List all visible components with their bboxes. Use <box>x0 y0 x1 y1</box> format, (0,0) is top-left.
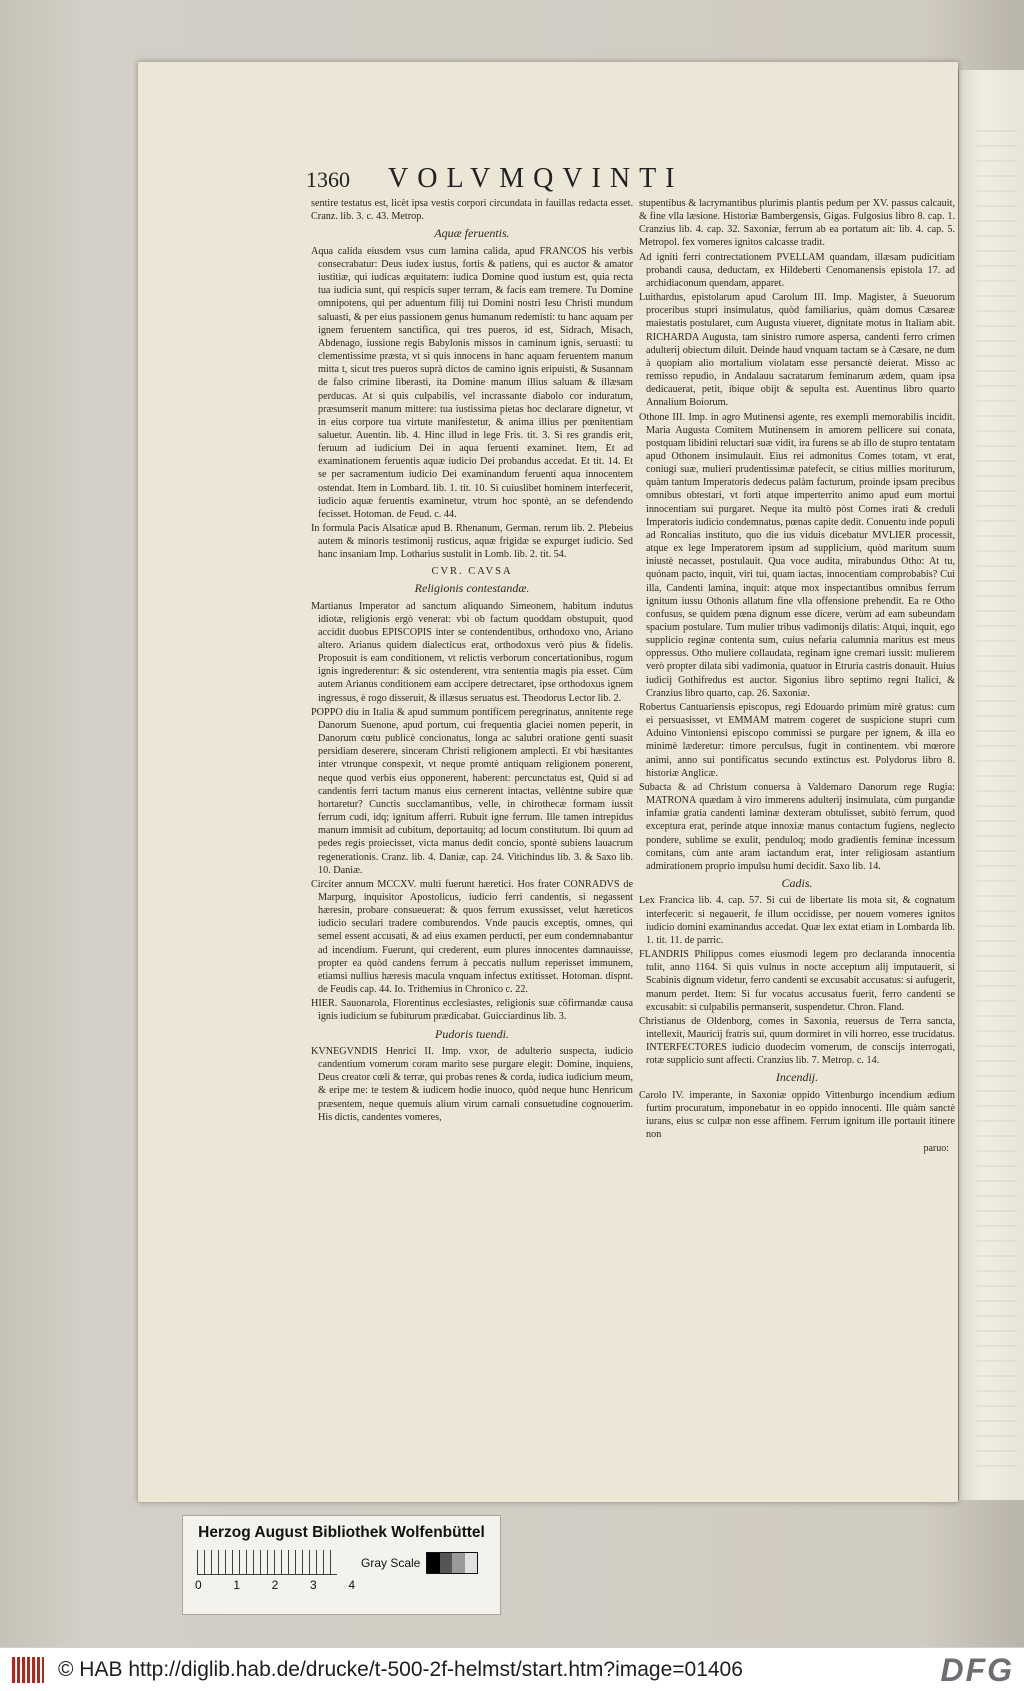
paragraph: stupentibus & lacrymantibus plurimis plantis pedum per XV. passus calcauit, & fine vlla læsione. Historiæ Bambergensis, Gigas. Fulgosius libro 8. cap. 1. Cranzius lib. 4. cap. 32. Saxoniæ, ferrum ab ea portatum ait: lib. 4. cap. 5. Metropol. fex vomeres ignitos calcasse tradit. <box>639 198 955 249</box>
paragraph: Luithardus, epistolarum apud Carolum III. Imp. Magister, à Sueuorum proceribus stupri insimulatus, quòd familiarius, quàm domus Cæsareæ maiestatis postularet, cum Augusta viueret, dignitate motus in Italiam abit. RICHARDA Augusta, tam sinistro rumore aspersa, candenti ferro crimen adulterij obiectum diluit. Deinde haud vnquam tactam se à Cæsare, ne dum à quopiam alio mortalium violatam esse persanctè deierat. Misso ac remisso repudio, in Andalauu sacratarum feminarum ædem, quam ipsa dedicauerat, petit, ibique obijt & sepulta est. Auentinus libro quarto Annalium Boiorum. <box>639 292 955 409</box>
ruler-numbers <box>195 1578 355 1592</box>
archive-color-target <box>182 1515 501 1615</box>
section-heading: CVR. CAVSA <box>431 565 513 577</box>
paragraph: Circiter annum MCCXV. multi fuerunt hæretici. Hos frater CONRADVS de Marpurg, inquisitor Apostolicus, iudicio ferri candentis, si negassent hæresin, probare consueuerat: & quos ferrum exussisset, velut hæreticos iudicio seculari tradere comburendos. Vnde paucis exceptis, omnes, qui semel essent accusati, & ad eius examen perducti, per eum condemnabantur ad incendium. Fuerunt, qui crederent, eum plures innocentes damnauisse, propter ea quòd candens ferrum à peccatis nullum reperisset immunem, etiamsi nullius hæresis macula vnquam infectus extitisset. Hotoman. dispnt. de Feudis cap. 44. Io. Trithemius in Chronico c. 22. <box>311 878 633 996</box>
paragraph: POPPO diu in Italia & apud summum pontificem peregrinatus, annitente rege Danorum Suenone, apud portum, cui frequentia glaciei nomen peperit, in Danorum cœtu publicè concionatus, longa ac salubri oratione genti suasit persidiam deserere, sinceram Christi religionem amplecti. Et vbi hæsitantes inter vtrunque conspexit, vt neque promtè antiquam religionem ponerent, neque quod verbis eius opponerent, haberent: percunctatus est, Quid si ad candentis ferri tactum manus eius cernerent intactas, vellèntne subire quæ hortaretur? Cunctis succlamantibus, velle, in chirothecæ formam iussit ferrum cudi, idq; ignitum afferri. Rubuit igne ferrum. Ille tamen intrepidus manum immisit ad cubitum, deportauitq; ad locum constitutum. Ibi quum ad pedes regis proiecisset, victa manus dedit concio, spontè subiens lauacrum regenerationis. Cranz. lib. 4. Daniæ, cap. 24. Vitichindus lib. 3. & Saxo lib. 10. Daniæ. <box>311 706 633 876</box>
facing-page-bleed <box>977 130 1017 1470</box>
dfg-logo: DFG <box>940 1652 1014 1688</box>
left-column <box>311 197 633 1321</box>
paragraph: Aqua calida eiusdem vsus cum lamina calida, apud FRANCOS his verbis consecrabatur: Deus iudex iustus, fortis & patiens, qui es auctor & amator iustitiæ, qui iudicas æquitatem: iudica Domine quod iustum est, quia recta tua iudicia sunt, qui respicis super terram, & facis eam tremere. Tu Domine omnipotens, qui per aduentum filij tui Domini nostri Iesu Christi mundum saluasti, & per eius passionem genus humanum redemisti: tu hanc aquam per ignem feruentem sanctifica, qui tres pueros, id est, Sidrach, Misach, Abdenago, iussione regis Babylonis missos in caminum ignis, seruasti: tu clementissime præsta, vt si quis innocens in hanc aquam feruentem manum mitta t, sicut tres pueros suprà dictos de camino ignis eripuisti, & Susannam de falso crimine liberasti, ita Domine manum illius saluam & illæsam perducas. At si quis culpabilis, vel incrassante diabolo cor induratum, præsumserit manum mittere: tua iustissima pietas hoc declarare dignetur, vt in eius corpore tua virtute manifestetur, & anima illius per pœnitentiam saluetur. Auentin. lib. 4. Hinc illud in lege Fris. tit. 3. Si res grandis erit, feruum ad iudicium Dei in aqua feruenti examinet. Item, Et ad examinationem feruentis aquæ iudicio Dei probandus accedat. Et tit. 14. Et se per sacramentum iudicio Dei examinandum feruenti aqua innocentem ostendat. Item in Lombard. lib. 1. tit. 10. Si cuiuslibet hominem interfecerit, iudicio aquæ feruentis examinetur, vtrum hoc spontè, an se defendendo fecisset. Hotoman. de Feud. c. 44. <box>311 245 633 520</box>
paragraph: FLANDRIS Philippus comes eiusmodi legem pro declaranda innocentia tulit, anno 1164. Si quis vulnus in nocte acceptum alij imputauerit, si Scabinis dignum videtur, ferro candenti se excusabit accusatus: si aufugerit, manum perdet. Item: Si fur vocatus accusatus fuerit, ferro candenti se excusabit: si culpabilis permanserit, suspendetur. Chron. Fland. <box>639 949 955 1013</box>
paragraph: Christianus de Oldenborg, comes in Saxonia, reuersus de Terra sancta, intellexit, Mauricij fratris sui, quum dormiret in vili horreo, esse trucidatus. INTERFECTORES iudicio duodecim vomerum, de conscijs interrogati, rotæ supplicio sunt affecti. Cranzius lib. 7. Metrop. c. 14. <box>639 1015 955 1067</box>
paragraph: Martianus Imperator ad sanctum aliquando Simeonem, habitum indutus idiotæ, religionis ergò venerat: vbi ob factum quoddam obstupuit, quod accidit duobus EPISCOPIS inter se contendentibus, orthodoxo vno, Ariano altero. Arianus quidem dialecticus erat, orthodoxus verò pius & fidelis. Proposuit is eam conditionem, vt relictis verborum concertationibus, rogum ignis ingrederentur: & sic ostenderent, vtra sententia magis pia esset. Cùm autem Arianus conditionem eam accipere detrectaret, ipse orthodoxus ignem ingressus, è rogo disseruit, & illæsus seruatus est. Theodorus Lector lib. 2. <box>311 600 633 704</box>
paragraph: Lex Francica lib. 4. cap. 57. Si cui de libertate lis mota sit, & cognatum interfecerit: si negauerit, fe illum occidisse, per nouem vomeres ignitos iudicio domini examinandus accedat. Quæ lex extat etiam in Lombarda lib. 1. tit. 11. de parric. <box>639 895 955 946</box>
page-number: 1360 <box>306 167 350 192</box>
right-column <box>639 197 955 1321</box>
ruler-number: 4 <box>348 1578 355 1592</box>
gray-scale-swatches <box>426 1552 478 1574</box>
paragraph: HIER. Sauonarola, Florentinus ecclesiastes, religionis suæ cõfirmandæ causa ignis iudicium se fubiturum prædicabat. Guicciardinus lib. 3. <box>311 998 633 1023</box>
source-url[interactable]: © HAB http://diglib.hab.de/drucke/t-500-2f-helmst/start.htm?image=01406 <box>58 1657 743 1681</box>
paragraph: sentire testatus est, licèt ipsa vestis corpori circundata in fauillas redacta esset. Cranz. lib. 3. c. 43. Metrop. <box>311 198 633 223</box>
section-heading: Cadis. <box>781 875 813 890</box>
paragraph: Othone III. Imp. in agro Mutinensi agente, res exempli memorabilis incidit. Maria Augusta Comitem Mutinensem in amorem pellicere sui conata, postquam libidini reluctari suæ vidit, ira furens se ab illo de stupro tentatam apud Othonem insimulauit. Eius rei admonitus Comes totam, vt erat, coniugi suæ, mulieri prudentissimæ patefecit, se citius millies moriturum, quàm tantum Imperatoris dedecus palàm facturum, proinde ipsam precibus omnibus obtestari, vt forti atque imperterrito animo apud eum mortui innocentiam sui purgaret. Neque ita multò pòst Comes irati & creduli Imperatoris iudicio condemnatus, pœnas capite dedit. Conuentu inde populi ad Roncalias instituto, quo die ius viduis dicebatur MVLIER processit, atque ex lege Imperatorem ipsum ad supplicium, quòd maritum suum iniustè necasset, postulauit. Qua voce audita, mirabundus Otho: At tu, quónam pacto, inquit, viri tui, quam iactas, innocentiam comprobabis? Cui illa, Candenti lamina, inquit: atque mox inspectantibus omnibus ferrum ignitum iussu Othonis allatum fine vlla offensione prehendit. Ea re Otho confusus, se quidem pœna dignum esse dicere, verùm ad eam subeundam spacium postulare. Tum mulier tribus vadimonijs dilatis: Atqui, inquit, ego supplicio reginæ contenta sum, cuius nefaria calumnia maritus est meus oppressus. Otho muliere collaudata, reginam igne cremari iussit: mulierem verò propter dilata sibi vadimonia, quatuor in Etruria castris donauit. Huius iudicij Gothifredus est auctor. Sigonius libro septimo regni Italici, & Cranzius libro quarto, cap. 26. Saxoniæ. <box>639 411 955 699</box>
paragraph: Carolo IV. imperante, in Saxoniæ oppido Vittenburgo incendium ædium furtim procuratum, imponebatur in eo oppido innocenti. Ille quàm sanctè iurans, eius sc culpæ non esse affinem. Ferrum ignitum ille portauit itinere non <box>639 1089 955 1141</box>
paragraph: Robertus Cantuariensis episcopus, regi Edouardo primùm mirè gratus: cum ei persuasisset, vt EMMAM matrem cogeret de suspicione stupri cum Aduino Vintoniensi episcopo commissi se purgare per ignem, & illa eo minimè læderetur: timore perculsus, fugit in continentem. vbi mœrore animi, anno sui pontificatus secundo extinctus est. Polydorus libro 8. historiæ Anglicæ. <box>639 701 955 779</box>
hab-logo-icon <box>12 1657 44 1683</box>
paragraph: In formula Pacis Alsaticæ apud B. Rhenanum, German. rerum lib. 2. Plebeius autem & minoris testimonij rusticus, aquæ frigidæ se expurget iudicio. Sed hanc insaniam Imp. Lotharius sustulit in Lomb. lib. 2. tit. 54. <box>311 523 633 561</box>
section-heading: Incendij. <box>775 1070 819 1085</box>
section-heading: Pudoris tuendi. <box>435 1026 509 1041</box>
ruler-number: 0 <box>195 1578 202 1592</box>
paragraph: Subacta & ad Christum conuersa à Valdemaro Danorum rege Rugia: MATRONA quædam à viro immerens adulterij insimulata, cùm purgandæ infamiæ gratia candenti laminæ dexteram obtulisset, subitò ferrum, quod exceptura erat, perinde atque innoxiæ manus contactum fugiens, neglecto pondere, sublime se exulit, penduloq; modo gradientis feminæ incessum comitans, cùm ante aram iactandum erat, inter religiosam astantium admirationem proprio impulsu humi decidit. Saxo lib. 14. <box>639 781 955 872</box>
gray-swatch <box>440 1553 453 1573</box>
gray-swatch <box>452 1553 465 1573</box>
ruler-number: 2 <box>271 1578 279 1592</box>
viewer-footer <box>0 1647 1024 1691</box>
archive-label-title: Herzog August Bibliothek Wolfenbüttel <box>198 1524 485 1541</box>
facing-page-edge <box>958 70 1024 1500</box>
page-header <box>306 163 946 199</box>
ruler-number: 1 <box>233 1578 241 1592</box>
gray-swatch <box>465 1553 478 1573</box>
scale-ruler <box>197 1550 337 1575</box>
ruler-number: 3 <box>309 1578 317 1592</box>
gray-swatch <box>427 1553 440 1573</box>
gray-scale-label: Gray Scale <box>361 1556 421 1570</box>
catchword: paruo: <box>923 1142 949 1154</box>
paragraph: Ad igniti ferri contrectationem PVELLAM quandam, illæsam pudicitiam probandi causa, deductam, ex Hildeberti Cenomanensis epistola 17. ad archidiaconum quendam, apparet. <box>639 251 955 289</box>
paragraph: KVNEGVNDIS Henrici II. Imp. vxor, de adulterio suspecta, iudicio candentium vomerum coram marito sese purgare elegit: Domine, inquiens, Deus creator cœli & terræ, qui probas renes & corda, iudica iudicium meum, & eripe me: te testem & iudicem hodie inuoco, quòd neque hunc Henricum præsentem, neque quemuis alium virum carnali consuetudine cognouerim. His dictis, candentes vomeres, <box>311 1046 633 1123</box>
section-subheading: Religionis contestandæ. <box>414 581 530 596</box>
running-title: VOLVMQVINTI <box>388 163 684 194</box>
section-heading: Aquæ feruentis. <box>434 226 510 241</box>
